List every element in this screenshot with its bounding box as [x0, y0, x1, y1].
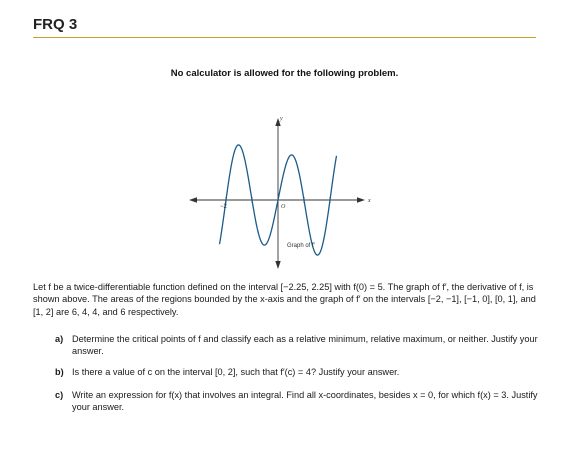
tick-label-neg2: −2 — [220, 204, 227, 210]
question-label: b) — [55, 367, 64, 377]
graph-svg — [180, 108, 380, 268]
problem-paragraph: Let f be a twice-differentiable function defined on the interval [−2.25, 2.25] with f(0) = 5. The graph of f′, the derivative of f, is shown above. The areas of the regions bounded by the x-axis and the graph of f′ on the intervals [−2, −1], [−1, 0], [0, 1], and [1, 2] are 6, 4, 4, and 6 respectively. — [33, 282, 536, 317]
origin-label: O — [281, 204, 286, 210]
header-bar — [33, 14, 536, 38]
question-b — [55, 366, 539, 378]
graph-caption: Graph of f′ — [287, 243, 315, 249]
question-text: Write an expression for f(x) that involves an integral. Find all x-coordinates, besides x = 0, for which f(x) = 3. Justify your answer. — [72, 390, 538, 412]
page-title: FRQ 3 — [33, 16, 78, 33]
graph-figure — [180, 108, 380, 268]
calculator-note: No calculator is allowed for the following problem. — [170, 68, 399, 79]
question-label: c) — [55, 390, 64, 400]
x-axis-left-arrow — [189, 197, 197, 202]
question-text: Determine the critical points of f and classify each as a relative minimum, relative maximum, or neither. Justify your answer. — [72, 334, 538, 356]
x-axis-label: x — [368, 198, 371, 204]
question-label: a) — [55, 334, 64, 344]
y-axis-label: y — [280, 116, 283, 122]
question-a — [55, 333, 539, 357]
x-axis-arrow — [357, 197, 365, 202]
question-c — [55, 389, 539, 413]
question-text: Is there a value of c on the interval [0, 2], such that f′(c) = 4? Justify your answer. — [72, 367, 400, 377]
y-axis-bottom-arrow — [275, 261, 280, 269]
